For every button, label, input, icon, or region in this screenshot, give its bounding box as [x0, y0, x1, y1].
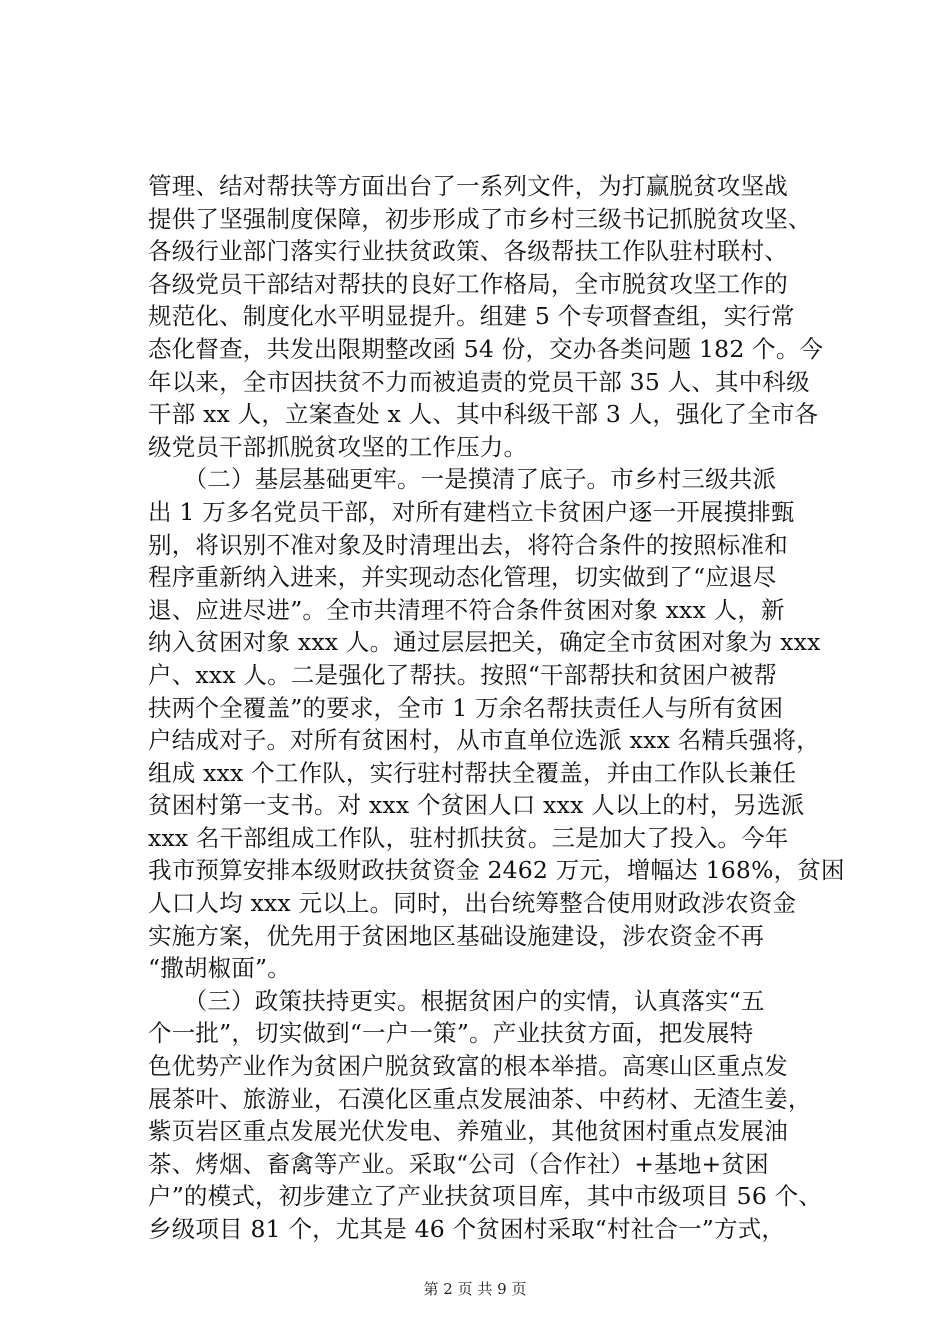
text-line: （三）政策扶持更实。根据贫困户的实情，认真落实“五 [148, 986, 765, 1015]
text-line: 个一批”，切实做到“一户一策”。产业扶贫方面，把发展特 [148, 1019, 754, 1048]
text-line: 茶、烤烟、畜禽等产业。采取“公司（合作社）+基地+贫困 [148, 1149, 769, 1178]
text-line: 户结成对子。对所有贫困村，从市直单位选派 xxx 名精兵强将， [148, 726, 820, 755]
text-line: 乡级项目 81 个，尤其是 46 个贫困村采取“村社合一”方式， [148, 1215, 786, 1243]
text-line: 户”的模式，初步建立了产业扶贫项目库，其中市级项目 56 个、 [148, 1182, 823, 1211]
text-line: （二）基层基础更牢。一是摸清了底子。市乡村三级共派 [148, 465, 777, 494]
text-line: 管理、结对帮扶等方面出台了一系列文件，为打赢脱贫攻坚战 [148, 172, 788, 200]
text-line: 退、应进尽进”。全市共清理不符合条件贫困对象 xxx 人，新 [148, 595, 785, 624]
text-line: 色优势产业作为贫困户脱贫致富的根本举措。高寒山区重点发 [148, 1052, 788, 1081]
text-line: 各级行业部门落实行业扶贫政策、各级帮扶工作队驻村联村、 [148, 237, 788, 266]
text-line: 提供了坚强制度保障，初步形成了市乡村三级书记抓脱贫攻坚、 [148, 204, 812, 233]
text-line: 实施方案，优先用于贫困地区基础设施建设，涉农资金不再 [148, 921, 765, 950]
text-line: 户、xxx 人。二是强化了帮扶。按照“干部帮扶和贫困户被帮 [148, 660, 778, 689]
text-line: 扶两个全覆盖”的要求，全市 1 万余名帮扶责任人与所有贫困 [148, 693, 784, 722]
body-text [148, 170, 858, 1246]
text-line: 紫页岩区重点发展光伏发电、养殖业，其他贫困村重点发展油 [148, 1117, 788, 1146]
text-line: 我市预算安排本级财政扶贫资金 2462 万元，增幅达 168%，贫困 [148, 856, 845, 885]
text-line: “撒胡椒面”。 [148, 954, 291, 983]
text-line: 级党员干部抓脱贫攻坚的工作压力。 [148, 432, 528, 461]
text-line: 组成 xxx 个工作队，实行驻村帮扶全覆盖，并由工作队长兼任 [148, 758, 797, 787]
text-line: 纳入贫困对象 xxx 人。通过层层把关，确定全市贫困对象为 xxx [148, 628, 821, 657]
text-line: 程序重新纳入进来，并实现动态化管理，切实做到了“应退尽 [148, 563, 777, 592]
text-line: 人口人均 xxx 元以上。同时，出台统筹整合使用财政涉农资金 [148, 889, 797, 918]
text-line: 别，将识别不准对象及时清理出去，将符合条件的按照标准和 [148, 530, 788, 559]
text-line: xxx 名干部组成工作队，驻村抓扶贫。三是加大了投入。今年 [148, 823, 789, 852]
text-line: 展茶叶、旅游业，石漠化区重点发展油茶、中药材、无渣生姜， [148, 1084, 812, 1113]
text-line: 态化督查，共发出限期整改函 54 份，交办各类问题 182 个。今 [148, 334, 824, 363]
text-line: 规范化、制度化水平明显提升。组建 5 个专项督查组，实行常 [148, 302, 795, 331]
text-line: 出 1 万多名党员干部，对所有建档立卡贫困户逐一开展摸排甄 [148, 497, 795, 526]
page-footer: 第 2 页 共 9 页 [423, 1280, 527, 1298]
text-line: 各级党员干部结对帮扶的良好工作格局，全市脱贫攻坚工作的 [148, 269, 788, 298]
text-line: 干部 xx 人，立案查处 x 人、其中科级干部 3 人，强化了全市各 [148, 400, 819, 429]
text-line: 贫困村第一支书。对 xxx 个贫困人口 xxx 人以上的村，另选派 [148, 791, 805, 820]
text-line: 年以来，全市因扶贫不力而被追责的党员干部 35 人、其中科级 [148, 367, 810, 396]
